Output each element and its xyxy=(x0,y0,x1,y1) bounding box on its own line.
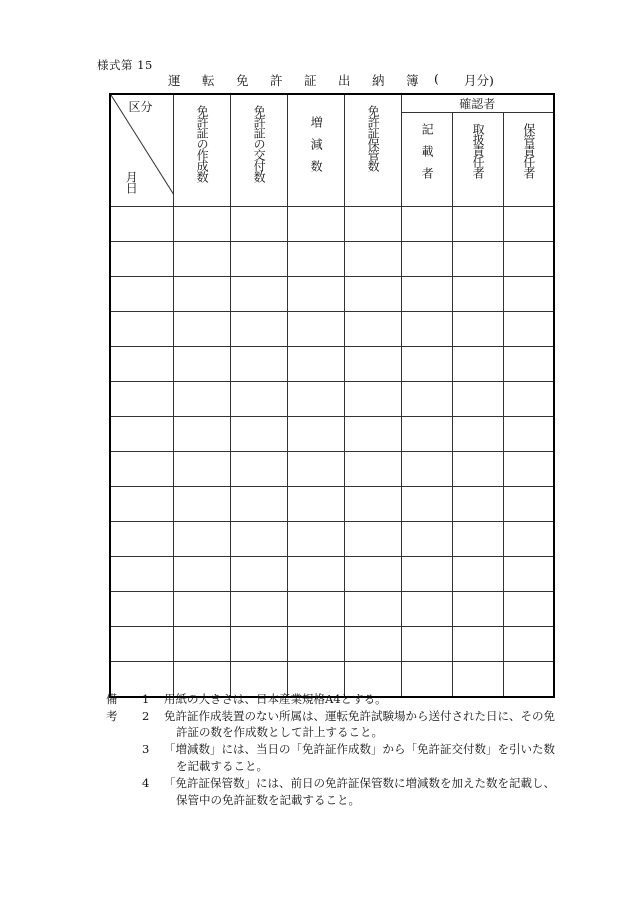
ledger-cell[interactable] xyxy=(230,382,287,417)
ledger-cell[interactable] xyxy=(503,312,554,347)
ledger-cell[interactable] xyxy=(287,592,344,627)
ledger-cell[interactable] xyxy=(344,382,401,417)
ledger-cell[interactable] xyxy=(110,417,173,452)
ledger-cell[interactable] xyxy=(287,487,344,522)
title-char: 月分) xyxy=(464,73,494,88)
ledger-cell[interactable] xyxy=(173,277,230,312)
form-number: 様式第 15 xyxy=(97,58,153,72)
ledger-cell[interactable] xyxy=(401,207,452,242)
ledger-row xyxy=(110,347,554,382)
note-item: 3 「増減数」には、当日の「免許証作成数」から「免許証交付数」を引いた数 xyxy=(142,742,555,756)
ledger-cell[interactable] xyxy=(110,207,173,242)
ledger-cell[interactable] xyxy=(230,277,287,312)
ledger-cell[interactable] xyxy=(110,627,173,662)
ledger-row xyxy=(110,382,554,417)
ledger-cell[interactable] xyxy=(452,312,503,347)
title-char: 簿 xyxy=(406,73,419,88)
title-char: 運 xyxy=(168,73,181,88)
ledger-cell[interactable] xyxy=(503,522,554,557)
ledger-cell[interactable] xyxy=(287,452,344,487)
ledger-cell[interactable] xyxy=(287,557,344,592)
ledger-cell[interactable] xyxy=(452,242,503,277)
ledger-cell[interactable] xyxy=(173,557,230,592)
ledger-cell[interactable] xyxy=(110,487,173,522)
ledger-cell[interactable] xyxy=(503,557,554,592)
ledger-cell[interactable] xyxy=(503,627,554,662)
ledger-cell[interactable] xyxy=(110,452,173,487)
kubun-label: 区分 xyxy=(128,100,153,114)
ledger-cell[interactable] xyxy=(401,662,452,698)
col-header-hokan: 免許証保管数 xyxy=(344,94,401,207)
ledger-cell[interactable] xyxy=(401,627,452,662)
ledger-cell[interactable] xyxy=(452,557,503,592)
note-item: 1 用紙の大きさは、日本産業規格A4とする。 xyxy=(142,692,387,706)
note-item-continued: 保管中の免許証数を記載すること。 xyxy=(176,793,360,807)
ledger-cell[interactable] xyxy=(452,662,503,698)
ledger-cell[interactable] xyxy=(401,312,452,347)
ledger-cell[interactable] xyxy=(452,592,503,627)
ledger-cell[interactable] xyxy=(401,277,452,312)
title-char: 許 xyxy=(270,73,283,88)
ledger-cell[interactable] xyxy=(344,627,401,662)
ledger-cell[interactable] xyxy=(503,207,554,242)
kakunin-header: 確認者 xyxy=(401,94,554,113)
ledger-cell[interactable] xyxy=(344,277,401,312)
ledger-row xyxy=(110,312,554,347)
col-header-kisai: 記載者 xyxy=(401,113,452,207)
ledger-cell[interactable] xyxy=(287,277,344,312)
title-char: 免 xyxy=(236,73,249,88)
title-char: 転 xyxy=(202,73,215,88)
ledger-cell[interactable] xyxy=(287,312,344,347)
ledger-cell[interactable] xyxy=(452,347,503,382)
ledger-cell[interactable] xyxy=(110,242,173,277)
ledger-cell[interactable] xyxy=(401,382,452,417)
ledger-cell[interactable] xyxy=(110,347,173,382)
ledger-cell[interactable] xyxy=(503,487,554,522)
title-char: 納 xyxy=(372,73,385,88)
ledger-cell[interactable] xyxy=(110,522,173,557)
ledger-cell[interactable] xyxy=(287,347,344,382)
ledger-cell[interactable] xyxy=(230,242,287,277)
ledger-cell[interactable] xyxy=(344,522,401,557)
ledger-cell[interactable] xyxy=(503,242,554,277)
ledger-row xyxy=(110,242,554,277)
ledger-cell[interactable] xyxy=(452,522,503,557)
ledger-cell[interactable] xyxy=(110,277,173,312)
ledger-cell[interactable] xyxy=(344,487,401,522)
ledger-cell[interactable] xyxy=(173,347,230,382)
ledger-cell[interactable] xyxy=(401,522,452,557)
ledger-cell[interactable] xyxy=(230,522,287,557)
ledger-cell[interactable] xyxy=(287,627,344,662)
ledger-cell[interactable] xyxy=(344,242,401,277)
ledger-cell[interactable] xyxy=(452,487,503,522)
ledger-cell[interactable] xyxy=(344,557,401,592)
ledger-cell[interactable] xyxy=(173,627,230,662)
ledger-cell[interactable] xyxy=(173,452,230,487)
col-header-sakusei: 免許証の作成数 xyxy=(173,94,230,207)
ledger-cell[interactable] xyxy=(173,487,230,522)
ledger-cell[interactable] xyxy=(230,347,287,382)
ledger-cell[interactable] xyxy=(287,207,344,242)
ledger-cell[interactable] xyxy=(344,312,401,347)
ledger-cell[interactable] xyxy=(452,382,503,417)
ledger-cell[interactable] xyxy=(452,207,503,242)
ledger-row xyxy=(110,277,554,312)
note-item-continued: を記載すること。 xyxy=(176,759,268,773)
ledger-cell[interactable] xyxy=(230,207,287,242)
ledger-cell[interactable] xyxy=(173,522,230,557)
ledger-cell[interactable] xyxy=(287,417,344,452)
ledger-cell[interactable] xyxy=(287,522,344,557)
col-header-hokan-sekinin: 保管責任者 xyxy=(503,113,554,207)
ledger-cell[interactable] xyxy=(452,277,503,312)
title-char: 出 xyxy=(338,73,351,88)
ledger-row xyxy=(110,417,554,452)
kubun-tsukihi-header xyxy=(110,94,173,207)
tsukihi-label: 月日 xyxy=(124,171,139,193)
note-item-continued: 許証の数を作成数として計上すること。 xyxy=(176,725,383,739)
col-header-koufu: 免許証の交付数 xyxy=(230,94,287,207)
ledger-cell[interactable] xyxy=(344,452,401,487)
ledger-cell[interactable] xyxy=(452,627,503,662)
ledger-cell[interactable] xyxy=(287,242,344,277)
ledger-row xyxy=(110,522,554,557)
ledger-cell[interactable] xyxy=(503,417,554,452)
ledger-cell[interactable] xyxy=(230,557,287,592)
ledger-cell[interactable] xyxy=(173,592,230,627)
ledger-cell[interactable] xyxy=(344,207,401,242)
ledger-cell[interactable] xyxy=(503,382,554,417)
ledger-cell[interactable] xyxy=(452,417,503,452)
ledger-cell[interactable] xyxy=(503,662,554,698)
ledger-row xyxy=(110,592,554,627)
ledger-row xyxy=(110,627,554,662)
ledger-table xyxy=(109,93,555,698)
note-item: 2 免許証作成装置のない所属は、運転免許試験場から送付された日に、その免 xyxy=(142,709,555,723)
ledger-cell[interactable] xyxy=(230,452,287,487)
ledger-cell[interactable] xyxy=(503,592,554,627)
ledger-cell[interactable] xyxy=(173,417,230,452)
ledger-cell[interactable] xyxy=(110,557,173,592)
ledger-cell[interactable] xyxy=(110,382,173,417)
ledger-cell[interactable] xyxy=(401,452,452,487)
notes-label: 備考 xyxy=(106,692,118,723)
ledger-cell[interactable] xyxy=(503,277,554,312)
ledger-cell[interactable] xyxy=(173,242,230,277)
ledger-cell[interactable] xyxy=(287,382,344,417)
ledger-row xyxy=(110,207,554,242)
ledger-cell[interactable] xyxy=(230,312,287,347)
ledger-cell[interactable] xyxy=(401,592,452,627)
ledger-row xyxy=(110,487,554,522)
ledger-row xyxy=(110,557,554,592)
ledger-cell[interactable] xyxy=(173,382,230,417)
ledger-cell[interactable] xyxy=(110,592,173,627)
ledger-cell[interactable] xyxy=(344,417,401,452)
ledger-cell[interactable] xyxy=(110,312,173,347)
ledger-row xyxy=(110,452,554,487)
ledger-cell[interactable] xyxy=(173,312,230,347)
ledger-cell[interactable] xyxy=(344,592,401,627)
ledger-cell[interactable] xyxy=(230,627,287,662)
ledger-cell[interactable] xyxy=(230,487,287,522)
ledger-cell[interactable] xyxy=(230,417,287,452)
title-char: ( xyxy=(434,71,439,86)
ledger-cell[interactable] xyxy=(503,452,554,487)
ledger-cell[interactable] xyxy=(401,557,452,592)
ledger-cell[interactable] xyxy=(401,487,452,522)
col-header-zougen: 増減数 xyxy=(287,94,344,207)
ledger-cell[interactable] xyxy=(401,242,452,277)
ledger-cell[interactable] xyxy=(401,417,452,452)
title-char: 証 xyxy=(304,73,317,88)
note-item: 4 「免許証保管数」には、前日の免許証保管数に増減数を加えた数を記載し、 xyxy=(142,776,555,790)
ledger-cell[interactable] xyxy=(344,347,401,382)
ledger-cell[interactable] xyxy=(230,592,287,627)
ledger-cell[interactable] xyxy=(452,452,503,487)
ledger-cell[interactable] xyxy=(401,347,452,382)
ledger-cell[interactable] xyxy=(173,207,230,242)
ledger-cell[interactable] xyxy=(503,347,554,382)
col-header-toriatsukai: 取扱責任者 xyxy=(452,113,503,207)
